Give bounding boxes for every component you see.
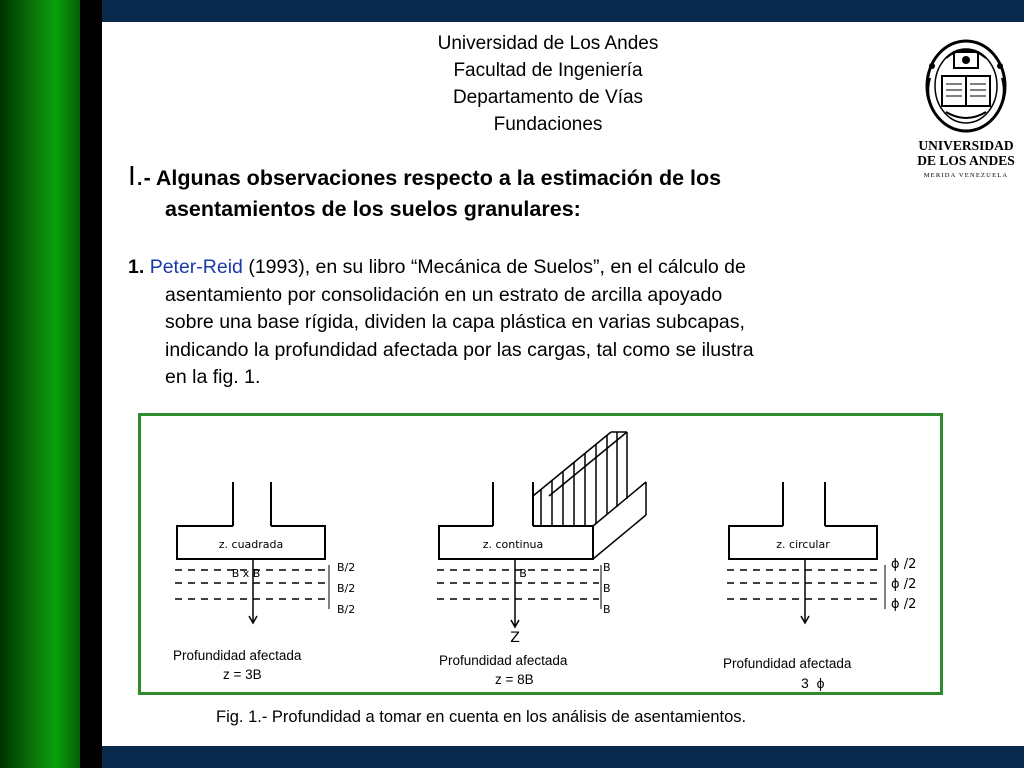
para-line1: (1993), en su libro “Mecánica de Suelos”, en el cálculo de	[242, 256, 746, 278]
left-black-stripe	[80, 0, 102, 768]
para-line3: sobre una base rígida, dividen la capa plástica en varias subcapas,	[165, 311, 745, 333]
square-layer-3: B/2	[337, 603, 356, 616]
continuous-layer-3: B	[603, 603, 611, 616]
square-footing-label: z. cuadrada	[218, 538, 284, 551]
square-affected-depth-label: Profundidad afectada	[173, 648, 302, 663]
continuous-affected-depth-value: z = 8B	[495, 672, 534, 687]
item-number: 1.	[128, 256, 145, 278]
logo-name-line2: DE LOS ANDES	[917, 153, 1015, 168]
square-footing-diagram	[175, 482, 329, 623]
section-title-part2: asentamientos de los suelos granulares:	[165, 197, 581, 221]
institution-header	[348, 30, 748, 138]
section-number: I.	[128, 160, 144, 191]
circular-affected-depth-label: Profundidad afectada	[723, 656, 852, 671]
circular-footing-diagram	[727, 482, 885, 623]
continuous-layer-2: B	[603, 582, 611, 595]
square-affected-depth-value: z = 3B	[223, 667, 262, 682]
bottom-band	[102, 746, 1024, 768]
author-name: Peter-Reid	[149, 256, 243, 278]
university-logo	[916, 38, 1016, 184]
header-course: Fundaciones	[493, 114, 603, 135]
university-seal-icon	[927, 41, 1005, 131]
circular-layer-2: ϕ /2	[891, 577, 917, 592]
logo-location: MERIDA VENEZUELA	[923, 172, 1009, 179]
left-decor-bar	[0, 0, 80, 768]
circular-footing-label: z. circular	[776, 538, 830, 551]
logo-name-line1: UNIVERSIDAD	[918, 138, 1014, 153]
continuous-affected-depth-label: Profundidad afectada	[439, 653, 568, 668]
section-heading	[128, 160, 888, 225]
header-university: Universidad de Los Andes	[437, 33, 659, 54]
continuous-footing-dim: B	[519, 567, 527, 580]
figure-caption: Fig. 1.- Profundidad a tomar en cuenta en los análisis de asentamientos.	[216, 708, 747, 726]
continuous-layer-1: B	[603, 561, 611, 574]
para-line5: en la fig. 1.	[165, 366, 261, 388]
circular-affected-depth-value: 3 ϕ	[801, 675, 825, 691]
header-department: Departamento de Vías	[452, 87, 644, 108]
continuous-footing-label: z. continua	[482, 538, 544, 551]
para-line4: indicando la profundidad afectada por las cargas, tal como se ilustra	[165, 338, 754, 361]
circular-layer-3: ϕ /2	[891, 597, 917, 612]
section-title-part1: - Algunas observaciones respecto a la estimación de los	[143, 166, 722, 190]
body-paragraph	[128, 254, 868, 392]
top-band	[102, 0, 1024, 22]
continuous-axis-label: Z	[510, 630, 520, 646]
para-line2: asentamiento por consolidación en un estrato de arcilla apoyado	[165, 283, 723, 306]
square-layer-2: B/2	[337, 582, 356, 595]
settlement-figure	[138, 413, 943, 695]
square-footing-dims: B x B	[231, 567, 261, 580]
square-layer-1: B/2	[337, 561, 356, 574]
continuous-footing-diagram	[437, 432, 646, 627]
header-faculty: Facultad de Ingeniería	[453, 60, 643, 81]
circular-layer-1: ϕ /2	[891, 557, 917, 572]
